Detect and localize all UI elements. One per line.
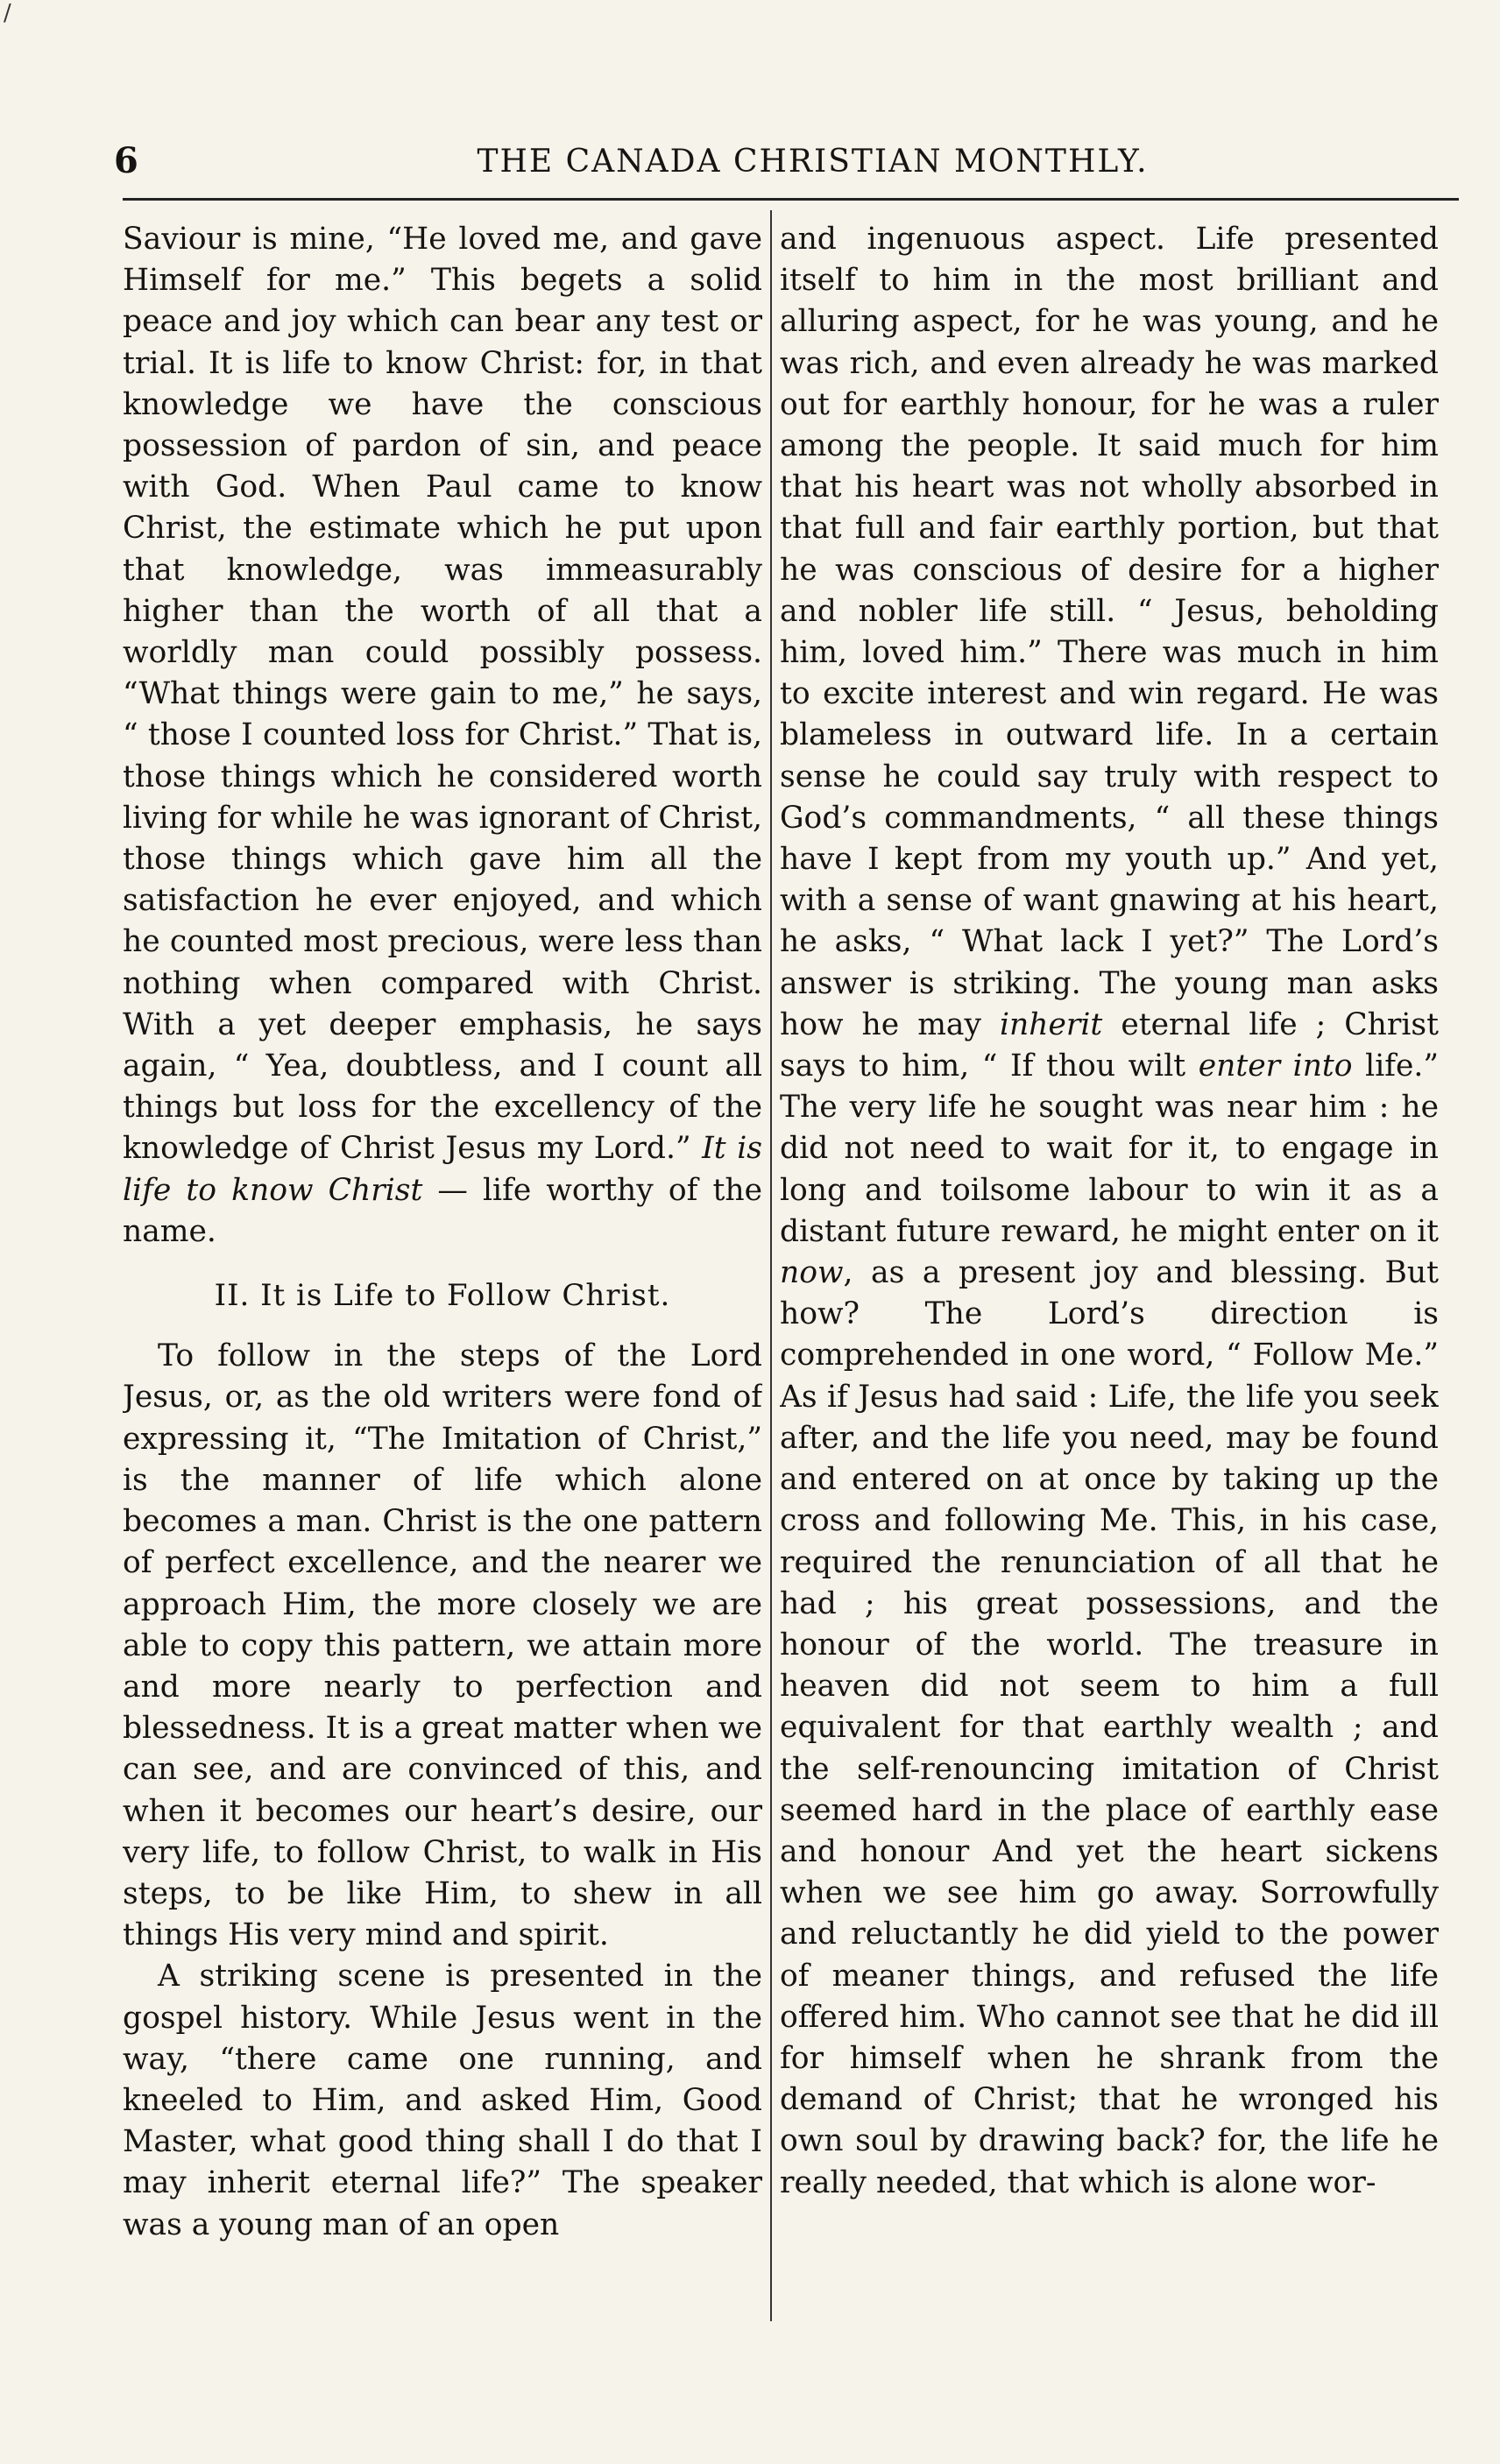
right-p1-text-b: eternal life ; Christ says to him, “ If thou wilt (780, 1006, 1439, 1084)
left-p1-italic: It is life to know Christ (123, 1131, 762, 1208)
page-number: 6 (114, 140, 138, 181)
right-p1-text-d: , as a present joy and blessing. But how? The Lord’s direction is comprehended in one word, “ Follow Me.” As if Jesus had said : Life, the life you seek after, and the life you need, may be found and entered on at once by taking up the cross and following Me. This, in his case, required the renunciation of all that he had ; his great possessions, and the honour of the world. The treasure in heaven did not seem to him a full equivalent for that earthly wealth ; and the self-renouncing imitation of Christ seemed hard in the place of earthly ease and honour And yet the heart sickens when we see him go away. Sorrowfully and reluctantly he did yield to the power of meaner things, and refused the life offered him. Who cannot see that he did ill for himself when he shrank from the demand of Christ; that he wronged his own soul by drawing back? for, the life he really needed, that which is alone wor- (780, 1255, 1439, 2200)
right-p1-italic-1: inherit (1000, 1006, 1103, 1042)
right-p1-italic-3: now (780, 1255, 844, 1291)
right-p1-text-a: and ingenuous aspect. Life presented itself to him in the most brilliant and alluring aspect, for he was young, and he was rich, and even already he was marked out for earthly honour, for he was a ruler among the people. It said much for him that his heart was not wholly absorbed in that full and fair earthly portion, but that he was conscious of desire for a higher and nobler life still. “ Jesus, beholding him, loved him.” There was much in him to excite interest and win regard. He was blameless in outward life. In a certain sense he could say truly with respect to God’s commandments, “ all these things have I kept from my youth up.” And yet, with a sense of want gnawing at his heart, he asks, “ What lack I yet?” The Lord’s answer is striking. The young man asks how he may (780, 222, 1439, 1042)
running-title: THE CANADA CHRISTIAN MONTHLY. (477, 144, 1149, 180)
right-p1-text-c: life.” The very life he sought was near him : he did not need to wait for it, to engage in long and toilsome labour to win it as a distant future reward, he might enter on it (780, 1048, 1439, 1249)
right-p1-italic-2: enter into (1198, 1048, 1353, 1084)
left-paragraph-2: To follow in the steps of the Lord Jesus, or, as the old writers were fond of expressing it, “The Imitation of Christ,” is the manner of life which alone becomes a man. Christ is the one pattern of perfect excellence, and the nearer we approach Him, the more closely we are able to copy this pattern, we attain more and more nearly to perfection and blessedness. It is a great matter when we can see, and are convinced of this, and when it becomes our heart’s desire, our very life, to follow Christ, to walk in His steps, to be like Him, to shew in all things His very mind and spirit. (123, 1338, 762, 1953)
left-column (123, 219, 762, 2426)
left-p1-text: Saviour is mine, “He loved me, and gave Himself for me.” This begets a solid peace and joy which can bear any test or trial. It is life to know Christ: for, in that knowledge we have the conscious possession of pardon of sin, and peace with God. When Paul came to know Christ, the estimate which he put upon that knowledge, was immeasurably higher than the worth of all that a worldly man could possibly possess. “What things were gain to me,” he says, “ those I counted loss for Christ.” That is, those things which he considered worth living for while he was ignorant of Christ, those things which gave him all the satisfaction he ever enjoyed, and which he counted most precious, were less than nothing when compared with Christ. With a yet deeper emphasis, he says again, “ Yea, doubtless, and I count all things but loss for the excellency of the knowledge of Christ Jesus my Lord.” (123, 222, 762, 1167)
header-rule (123, 198, 1459, 201)
left-paragraph-1 (123, 219, 762, 1253)
page-header (88, 140, 1459, 193)
right-paragraph-1 (780, 219, 1439, 2204)
left-paragraph-3: A striking scene is presented in the gospel history. While Jesus went in the way, “there came one running, and kneeled to Him, and asked Him, Good Master, what good thing shall I do that I may inherit eternal life?” The speaker was a young man of an open (123, 1959, 762, 2242)
section-heading: II. It is Life to Follow Christ. (214, 1278, 671, 1314)
stray-mark: / (4, 0, 11, 26)
column-divider (770, 210, 772, 2321)
right-column (780, 219, 1439, 2426)
left-p1-text-end: — life worthy of the name. (123, 1172, 762, 1249)
